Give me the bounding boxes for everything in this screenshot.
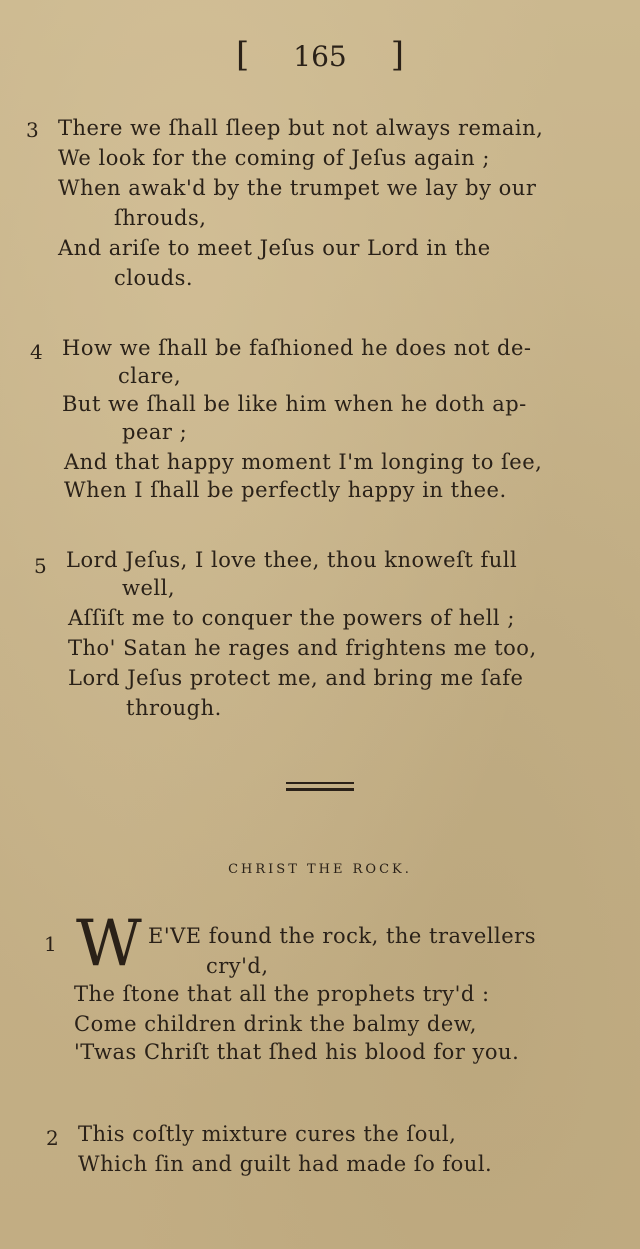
bracket-right: ] [390, 35, 404, 75]
verse-line: pear ; [122, 420, 188, 444]
hymn-title: CHRIST THE ROCK. [228, 862, 412, 877]
section-divider [286, 782, 354, 784]
verse-line: This coſtly mixture cures the ſoul, [78, 1122, 457, 1146]
verse-line: clare, [118, 364, 182, 388]
verse-line: Tho' Satan he rages and frightens me too, [68, 636, 537, 660]
verse-line: Aſſiſt me to conquer the powers of hell ; [68, 606, 515, 630]
verse-line: Come children drink the balmy dew, [74, 1012, 477, 1036]
verse-line: clouds. [114, 266, 194, 290]
verse-number: 2 [46, 1126, 59, 1150]
verse-line: We look for the coming of Jeſus again ; [58, 146, 490, 170]
verse-line: And that happy moment I'm longing to ſee, [64, 450, 543, 474]
verse-line: Lord Jeſus protect me, and bring me ſafe [68, 666, 524, 690]
page-header [0, 30, 640, 80]
verse-line: Which ſin and guilt had made ſo foul. [78, 1152, 493, 1176]
verse-line: E'VE found the rock, the travellers [148, 924, 536, 948]
verse-line: cry'd, [206, 954, 269, 978]
verse-line: When I ſhall be perfectly happy in thee. [64, 478, 507, 502]
verse-line: How we ſhall be faſhioned he does not de- [62, 336, 532, 360]
drop-cap: W [76, 907, 142, 981]
verse-line: The ſtone that all the prophets try'd : [74, 982, 490, 1006]
section-divider [286, 788, 354, 791]
verse-line: 'Twas Chriſt that ſhed his blood for you. [74, 1040, 520, 1064]
verse-line: There we ſhall ſleep but not always remain, [58, 116, 544, 140]
verse-line: When awak'd by the trumpet we lay by our [58, 176, 537, 200]
verse-line: But we ſhall be like him when he doth ap- [62, 392, 527, 416]
verse-line: Lord Jeſus, I love thee, thou knoweſt full [66, 548, 518, 572]
verse-line: ſhrouds, [114, 206, 207, 230]
bracket-left: [ [236, 35, 250, 75]
page-number: 165 [293, 40, 347, 73]
verse-line: well, [122, 576, 176, 600]
verse-number: 1 [44, 932, 57, 956]
verse-line: through. [126, 696, 222, 720]
verse-number: 5 [34, 554, 47, 578]
verse-line: And ariſe to meet Jeſus our Lord in the [58, 236, 491, 260]
verse-number: 3 [26, 118, 39, 142]
verse-number: 4 [30, 340, 43, 364]
